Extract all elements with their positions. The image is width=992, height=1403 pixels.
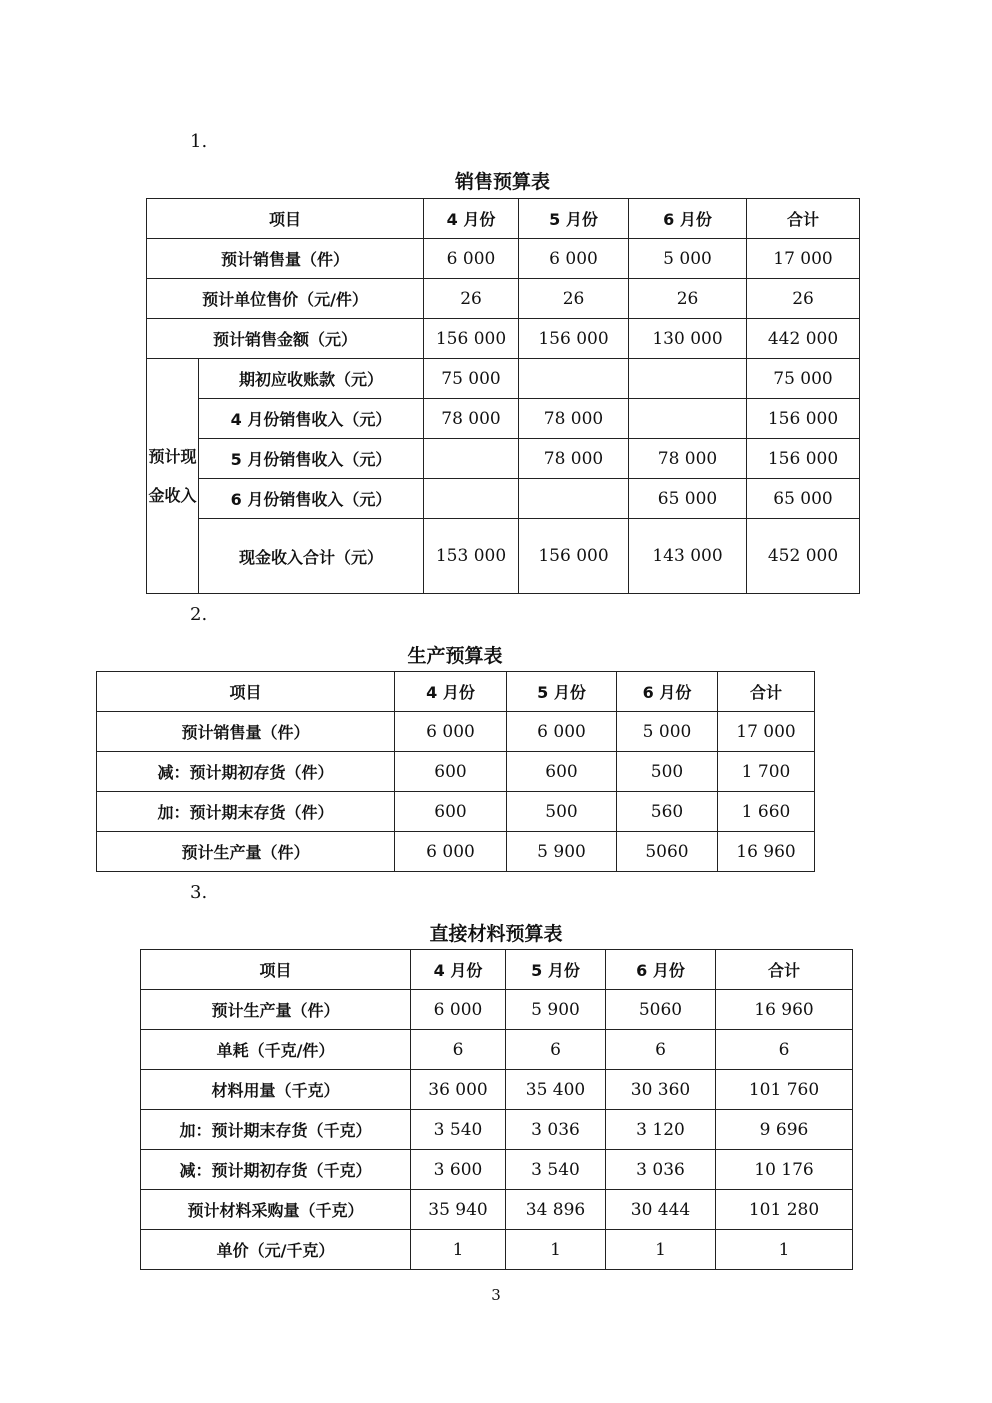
table-cell: 6 000 [395,712,507,752]
table-row [147,399,860,439]
table-row [147,359,860,399]
row-label: 材料用量（千克） [141,1070,411,1110]
table-row [97,832,815,872]
header-cell: 5 月份 [519,199,629,239]
table-cell: 156 000 [519,319,629,359]
header-cell: 合计 [716,950,853,990]
sales-budget-title: 销售预算表 [454,171,550,193]
table-cell: 17 000 [718,712,815,752]
table-cell [424,479,519,519]
row-label: 预计销售量（件） [147,239,424,279]
table-row [147,279,860,319]
table-row [141,1110,853,1150]
table-cell: 1 [506,1230,606,1270]
page-number: 3 [491,1286,501,1304]
table-cell: 130 000 [629,319,747,359]
row-label: 预计单位售价（元/件） [147,279,424,319]
table-row [147,319,860,359]
row-label: 现金收入合计（元） [199,519,424,594]
table-header-row [97,672,815,712]
table-cell [519,359,629,399]
table-cell: 101 760 [716,1070,853,1110]
row-label: 单耗（千克/件） [141,1030,411,1070]
header-cell: 项目 [141,950,411,990]
table-cell: 34 896 [506,1190,606,1230]
table-cell: 30 360 [606,1070,716,1110]
table-cell [629,399,747,439]
header-cell: 项目 [97,672,395,712]
header-cell: 6 月份 [606,950,716,990]
table-cell: 3 540 [506,1150,606,1190]
table-cell: 600 [395,792,507,832]
sales-budget-table [146,198,860,594]
table-cell: 156 000 [747,439,860,479]
table-row [141,1070,853,1110]
table-header-row [147,199,860,239]
table-cell: 1 [606,1230,716,1270]
table-cell: 78 000 [424,399,519,439]
table-cell: 30 444 [606,1190,716,1230]
table-cell: 3 036 [506,1110,606,1150]
table-cell: 6 [411,1030,506,1070]
table-cell: 452 000 [747,519,860,594]
header-cell: 6 月份 [629,199,747,239]
row-label: 加：预计期末存货（千克） [141,1110,411,1150]
table-cell: 5 000 [617,712,718,752]
table-row [147,519,860,594]
row-label: 减：预计期初存货（千克） [141,1150,411,1190]
header-cell: 合计 [718,672,815,712]
table-cell: 6 000 [395,832,507,872]
table-cell: 442 000 [747,319,860,359]
header-cell: 4 月份 [424,199,519,239]
table-cell: 1 700 [718,752,815,792]
table-cell: 5060 [606,990,716,1030]
table-cell: 26 [629,279,747,319]
row-label: 预计销售金额（元） [147,319,424,359]
table-cell: 1 660 [718,792,815,832]
header-cell: 合计 [747,199,860,239]
row-label: 减：预计期初存货（件） [97,752,395,792]
table-row [141,1150,853,1190]
table-cell: 6 000 [424,239,519,279]
table-cell: 35 400 [506,1070,606,1110]
table-row [97,712,815,752]
table-cell: 10 176 [716,1150,853,1190]
table-cell: 6 [716,1030,853,1070]
table-cell [629,359,747,399]
row-label: 预计生产量（件） [97,832,395,872]
table-cell: 26 [519,279,629,319]
material-budget-table [140,949,853,1270]
row-label: 加：预计期末存货（件） [97,792,395,832]
table-cell: 1 [411,1230,506,1270]
table-cell: 78 000 [629,439,747,479]
section-number-1: 1. [190,131,208,152]
row-label: 预计材料采购量（千克） [141,1190,411,1230]
table-cell: 65 000 [747,479,860,519]
table-cell: 6 [506,1030,606,1070]
table-cell: 5060 [617,832,718,872]
table-cell: 143 000 [629,519,747,594]
row-label: 预计生产量（件） [141,990,411,1030]
table-cell: 153 000 [424,519,519,594]
row-label: 单价（元/千克） [141,1230,411,1270]
header-cell: 5 月份 [506,950,606,990]
table-cell: 3 120 [606,1110,716,1150]
table-row [147,239,860,279]
production-budget-table [96,671,815,872]
table-cell: 26 [747,279,860,319]
table-cell: 17 000 [747,239,860,279]
table-cell: 600 [507,752,617,792]
header-cell: 项目 [147,199,424,239]
table-cell: 9 696 [716,1110,853,1150]
row-label: 5 月份销售收入（元） [199,439,424,479]
table-cell: 600 [395,752,507,792]
table-cell: 6 000 [411,990,506,1030]
table-header-row [141,950,853,990]
table-row [141,1030,853,1070]
production-budget-title: 生产预算表 [407,645,503,667]
row-label: 期初应收账款（元） [199,359,424,399]
header-cell: 4 月份 [395,672,507,712]
table-row [141,1190,853,1230]
header-cell: 6 月份 [617,672,718,712]
table-cell: 5 000 [629,239,747,279]
table-cell: 3 036 [606,1150,716,1190]
table-cell: 6 000 [519,239,629,279]
table-cell: 156 000 [519,519,629,594]
section-number-3: 3. [190,882,208,903]
row-label: 预计销售量（件） [97,712,395,752]
table-cell: 500 [507,792,617,832]
table-row [141,1230,853,1270]
table-cell: 101 280 [716,1190,853,1230]
table-cell: 16 960 [718,832,815,872]
table-cell: 75 000 [424,359,519,399]
table-cell: 35 940 [411,1190,506,1230]
table-cell: 78 000 [519,439,629,479]
table-cell [519,479,629,519]
table-cell: 6 [606,1030,716,1070]
table-row [147,439,860,479]
table-cell [424,439,519,479]
table-cell: 156 000 [747,399,860,439]
table-cell: 36 000 [411,1070,506,1110]
table-cell: 78 000 [519,399,629,439]
table-cell: 16 960 [716,990,853,1030]
table-cell: 6 000 [507,712,617,752]
header-cell: 4 月份 [411,950,506,990]
table-cell: 5 900 [507,832,617,872]
header-cell: 5 月份 [507,672,617,712]
table-cell: 1 [716,1230,853,1270]
group-label-cash-income: 预计现金收入 [147,359,199,594]
row-label: 4 月份销售收入（元） [199,399,424,439]
table-cell: 3 600 [411,1150,506,1190]
row-label: 6 月份销售收入（元） [199,479,424,519]
table-cell: 500 [617,752,718,792]
table-cell: 560 [617,792,718,832]
table-cell: 5 900 [506,990,606,1030]
table-row [97,752,815,792]
table-cell: 75 000 [747,359,860,399]
table-cell: 156 000 [424,319,519,359]
table-row [147,479,860,519]
table-cell: 3 540 [411,1110,506,1150]
section-number-2: 2. [190,604,208,625]
table-cell: 26 [424,279,519,319]
table-row [97,792,815,832]
table-row [141,990,853,1030]
material-budget-title: 直接材料预算表 [429,923,563,945]
table-cell: 65 000 [629,479,747,519]
